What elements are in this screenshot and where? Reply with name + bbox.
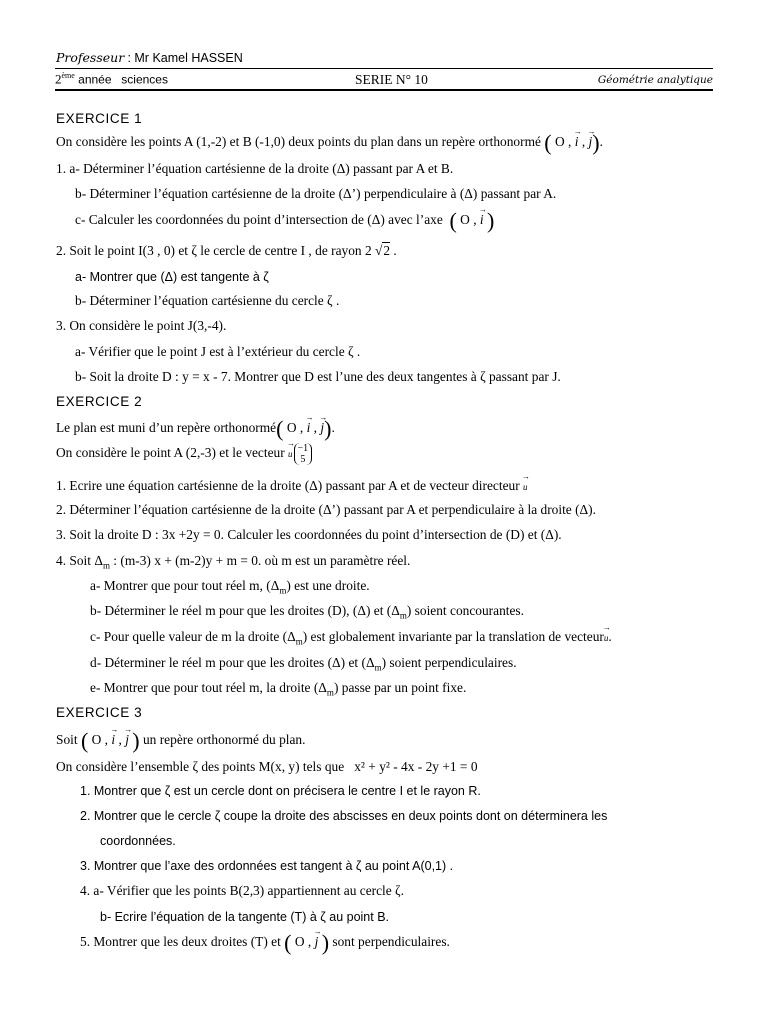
ex2-q4: 4. Soit $\Delta_m$ : (m-3) x + (m-2)y + m = 0. où m est un paramètre réel. xyxy=(56,553,411,571)
ex2-q4b: b- Déterminer le réel m pour que les droites (D), (Δ) et $(\Delta_m)$ soient concourantes. xyxy=(90,603,524,621)
ex3-q4a: 4. a- Vérifier que les points B(2,3) appartiennent au cercle ζ. xyxy=(80,883,404,898)
ex1-q3a: a- Vérifier que le point J est à l’extérieur du cercle ζ . xyxy=(75,344,361,359)
ex1-q1a: 1. a- Déterminer l’équation cartésienne de la droite (Δ) passant par A et B. xyxy=(56,161,454,176)
ex2-intro: Le plan est muni d’un repère orthonormé( O , → i , → j). xyxy=(56,420,335,437)
ex3-q2-cont: coordonnées. xyxy=(100,834,176,848)
vector-u-components: −1 5 xyxy=(294,443,313,465)
ex3-intro2: On considère l’ensemble ζ des points M(x, y) tels que x² + y² - 4x - 2y +1 = 0 xyxy=(56,759,478,774)
exercise-3-title: EXERCICE 3 xyxy=(56,705,143,720)
series-title: SERIE N° 10 xyxy=(355,72,428,87)
ex2-q1: 1. Ecrire une équation cartésienne de la droite (Δ) passant par A et de vecteur directeur → u xyxy=(56,478,528,495)
section: sciences xyxy=(121,72,168,87)
ex1-q1b: b- Déterminer l’équation cartésienne de la droite (Δ’) perpendiculaire à (Δ) passant par A. xyxy=(75,186,557,201)
ex3-intro: Soit ( O , → i , → j ) un repère orthonormé du plan. xyxy=(56,732,305,749)
class-level: 2ème année sciences xyxy=(55,71,168,87)
exercise-1-title: EXERCICE 1 xyxy=(56,111,143,126)
ex3-q5: 5. Montrer que les deux droites (T) et ( O , → j ) sont perpendiculaires. xyxy=(80,934,450,951)
ex2-q4d: d- Déterminer le réel m pour que les droites (Δ) et $(\Delta_m)$ soient perpendiculaires. xyxy=(90,655,517,673)
circle-equation: x² + y² - 4x - 2y +1 = 0 xyxy=(354,759,478,774)
ex2-q3: 3. Soit la droite D : 3x +2y = 0. Calculer les coordonnées du point d’intersection de (D) et (Δ). xyxy=(56,527,562,542)
ex2-q2: 2. Déterminer l’équation cartésienne de la droite (Δ’) passant par A et perpendiculaire à la droite (Δ). xyxy=(56,502,596,517)
ex2-intro2: On considère le point A (2,-3) et le vecteur → u−1 5 xyxy=(56,443,312,465)
ex2-q4a: a- Montrer que pour tout réel m, $(\Delta_m)$ est une droite. xyxy=(90,578,370,596)
ex1-q3b: b- Soit la droite D : y = x - 7. Montrer que D est l’une des deux tangentes à ζ passant par J. xyxy=(75,369,561,384)
professor-name: : Mr Kamel HASSEN xyxy=(127,51,243,65)
ex1-q3: 3. On considère le point J(3,-4). xyxy=(56,318,227,333)
ex2-q4c: c- Pour quelle valeur de m la droite $(\Delta_m)$ est globalement invariante par la translation de vecteur→ u. xyxy=(90,629,612,650)
ex3-q1: 1. Montrer que ζ est un cercle dont on précisera le centre I et le rayon R. xyxy=(80,784,481,798)
subject-title: Géométrie analytique xyxy=(597,74,713,86)
exercise-2-title: EXERCICE 2 xyxy=(56,394,143,409)
ex3-q2: 2. Montrer que le cercle ζ coupe la droite des abscisses en deux points dont on déterminera les xyxy=(80,809,608,823)
header-row xyxy=(55,71,713,89)
header-rule-bottom xyxy=(55,89,713,91)
professor-line xyxy=(56,50,243,66)
ex3-q4b: b- Ecrire l’équation de la tangente (T) à ζ au point B. xyxy=(100,910,390,924)
ex1-intro: On considère les points A (1,-2) et B (-1,0) deux points du plan dans un repère orthonormé ( O , → i , → j). xyxy=(56,134,603,151)
ex1-q1c: c- Calculer les coordonnées du point d’intersection de (Δ) avec l’axe ( O , → i ) xyxy=(75,212,494,229)
ex1-q2: 2. Soit le point I(3 , 0) et ζ le cercle de centre I , de rayon 2 √2 . xyxy=(56,243,397,258)
professor-label: Professeur xyxy=(56,50,125,65)
ex2-q4e: e- Montrer que pour tout réel m, la droite $(\Delta_m)$ passe par un point fixe. xyxy=(90,680,467,698)
header-rule-top xyxy=(55,68,713,69)
ex1-q2b: b- Déterminer l’équation cartésienne du cercle ζ . xyxy=(75,293,340,308)
ex3-q3: 3. Montrer que l’axe des ordonnées est tangent à ζ au point A(0,1) . xyxy=(80,859,454,873)
ex1-q2a: a- Montrer que (Δ) est tangente à ζ xyxy=(75,270,269,284)
